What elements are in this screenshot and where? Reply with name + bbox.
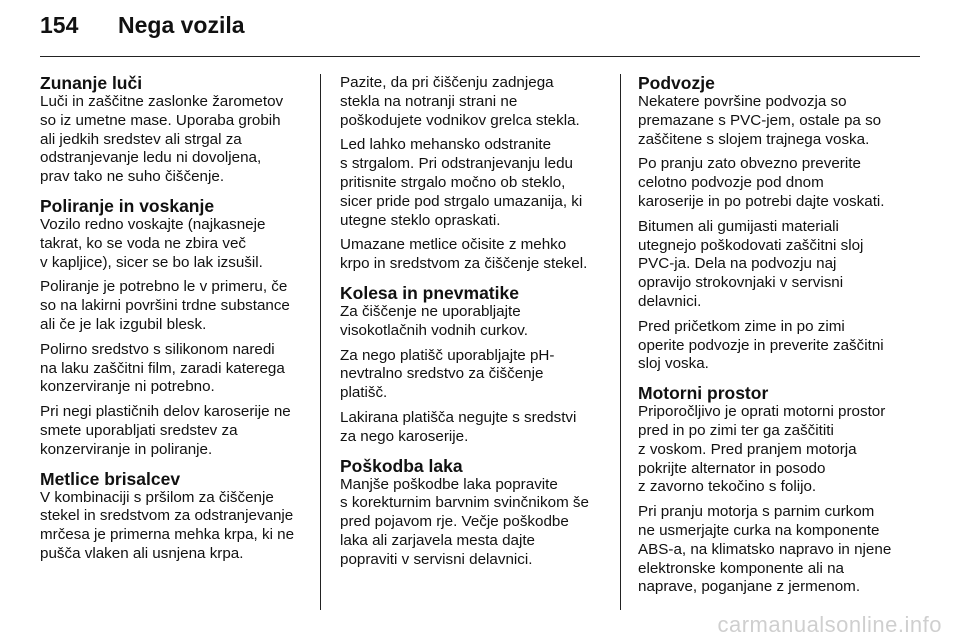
paragraph: Pri pranju motorja s parnim curkom ne usmerjajte curka na komponente ABS-a, na klimatsko napravo in njene elektronske komponente ali na naprave, poganjane z jermenom. (638, 503, 892, 596)
paragraph: Po pranju zato obvezno preverite celotno podvozje pod dnom karoserije in po potrebi dajte voskati. (638, 155, 885, 210)
column-divider-1 (320, 74, 321, 610)
section-heading: Poškodba laka (340, 455, 463, 476)
column-2 (340, 74, 608, 580)
paragraph: Umazane metlice očisite z mehko krpo in sredstvom za čiščenje stekel. (340, 236, 588, 273)
paragraph: Pri negi plastičnih delov karoserije ne smete uporabljati sredstev za konzerviranje in poliranje. (40, 403, 291, 458)
paragraph: Vozilo redno voskajte (najkasneje takrat, ko se voda ne zbira več v kapljice), sicer se bo lak izsušil. (40, 215, 266, 271)
paragraph: Bitumen ali gumijasti materiali utegnejo poškodovati zaščitni sloj PVC-ja. Dela na podvozju naj opravijo strokovnjaki v servisni delavnici. (638, 217, 864, 310)
paragraph: V kombinaciji s pršilom za čiščenje stekel in sredstvom za odstranjevanje mrčesa je primerna mehka krpa, ki ne pušča vlaken ali usnjena krpa. (40, 488, 295, 562)
page-header (40, 12, 245, 52)
paragraph: Pred pričetkom zime in po zimi operite podvozje in preverite zaščitni sloj voska. (638, 317, 884, 373)
paragraph: Led lahko mehansko odstranite s strgalom. Pri odstranjevanju ledu pritisnite strgalo močno ob steklo, sicer pride pod strgalo umazanija, ki utegne steklo opraskati. (340, 136, 583, 229)
paragraph: Poliranje je potrebno le v primeru, če so na lakirni površini trdne substance ali če je lak izgubil blesk. (40, 278, 290, 333)
page-number: 154 (40, 12, 79, 38)
column-1 (40, 74, 308, 574)
page-title: Nega vozila (118, 12, 245, 38)
section-heading: Motorni prostor (638, 383, 769, 404)
column-divider-2 (620, 74, 621, 610)
section-heading: Poliranje in voskanje (40, 195, 215, 216)
paragraph: Luči in zaščitne zaslonke žarometov so iz umetne mase. Uporaba grobih ali jedkih sredstev ali strgal za odstranjevanje ledu ni dovoljena, prav tako ne suho čiščenje. (40, 93, 284, 186)
section-metlice-continued (340, 74, 608, 274)
paragraph: Lakirana platišča negujte s sredstvi za nego karoserije. (340, 408, 577, 445)
column-3 (638, 74, 906, 607)
header-rule (40, 56, 920, 57)
section-metlice (40, 470, 308, 564)
paragraph: Za čiščenje ne uporabljajte visokotlačnih vodnih curkov. (340, 302, 528, 339)
section-podvozje (638, 74, 906, 374)
section-poliranje (40, 197, 308, 460)
section-motorni-prostor (638, 384, 906, 597)
section-kolesa (340, 284, 608, 447)
section-heading: Kolesa in pnevmatike (340, 282, 519, 303)
section-heading: Podvozje (638, 73, 715, 93)
paragraph: Nekatere površine podvozja so premazane s PVC-jem, ostale pa so zaščitene s slojem trajnega voska. (638, 93, 882, 148)
paragraph: Polirno sredstvo s silikonom naredi na laku zaščitni film, zaradi katerega konzerviranje ni potrebno. (40, 340, 285, 396)
paragraph: Manjše poškodbe laka popravite s korekturnim barvnim svinčnikom še pred pojavom rje. Večje poškodbe laka ali zarjavela mesta dajte popraviti v servisni delavnici. (340, 475, 589, 568)
section-heading: Zunanje luči (40, 73, 143, 93)
section-zunanje-luci (40, 74, 308, 187)
paragraph: Za nego platišč uporabljajte pH- nevtralno sredstvo za čiščenje platišč. (340, 346, 555, 402)
paragraph: Priporočljivo je oprati motorni prostor pred in po zimi ter ga zaščititi z voskom. Pred pranjem motorja pokrijte alternator in posodo z zavorno tekočino s folijo. (638, 403, 886, 496)
watermark: carmanualsonline.info (717, 612, 942, 637)
paragraph: Pazite, da pri čiščenju zadnjega stekla na notranji strani ne poškodujete vodnikov grelca stekla. (340, 74, 580, 129)
section-poskodba-laka (340, 457, 608, 570)
section-heading: Metlice brisalcev (40, 468, 181, 489)
